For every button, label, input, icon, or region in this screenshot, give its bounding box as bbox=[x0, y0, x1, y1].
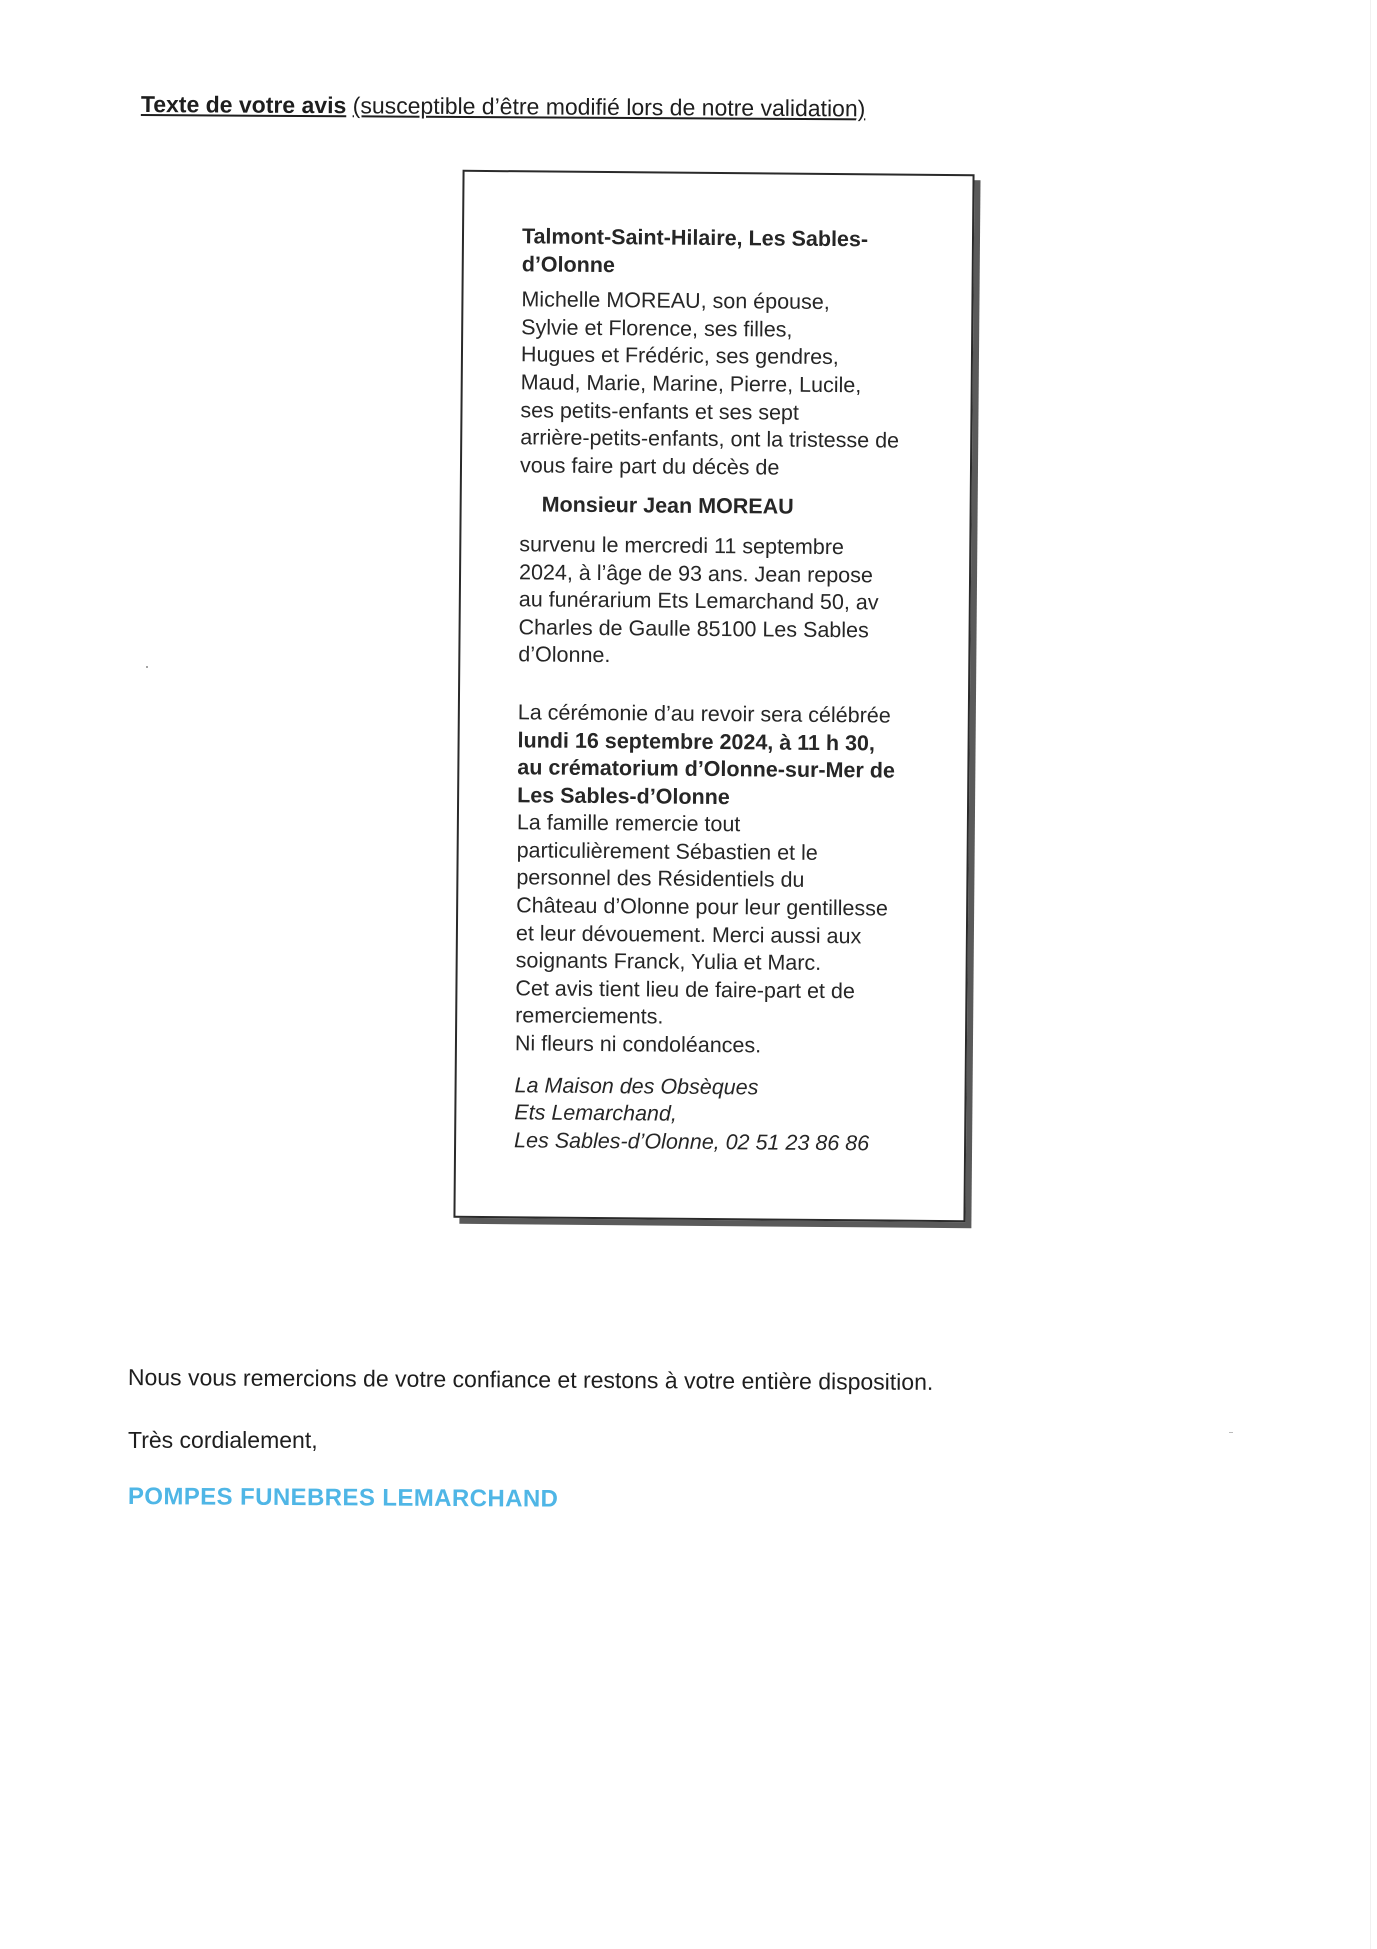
thanks-line: et leur dévouement. Merci aussi aux bbox=[515, 920, 862, 948]
ceremony-detail: au crématorium d’Olonne-sur-Mer de bbox=[517, 755, 895, 783]
family-line: vous faire part du décès de bbox=[519, 453, 780, 480]
thanks-line: particulièrement Sébastien et le bbox=[516, 838, 818, 865]
family-line: Hugues et Frédéric, ses gendres, bbox=[520, 342, 839, 370]
signature-line: Les Sables-d’Olonne, 02 51 23 86 86 bbox=[514, 1128, 870, 1156]
scan-mark bbox=[1229, 1432, 1233, 1433]
family-line: ses petits-enfants et ses sept bbox=[520, 397, 800, 425]
thanks-line: Ni fleurs ni condoléances. bbox=[514, 1031, 762, 1058]
deceased-name: Monsieur Jean MOREAU bbox=[541, 492, 794, 520]
paragraph-gap bbox=[518, 669, 938, 703]
family-line: arrière-petits-enfants, ont la tristesse de bbox=[520, 425, 900, 453]
thanks-line: Château d’Olonne pour leur gentillesse bbox=[516, 893, 888, 921]
death-line: 2024, à l’âge de 93 ans. Jean repose bbox=[518, 559, 873, 587]
family-line: Sylvie et Florence, ses filles, bbox=[521, 315, 793, 342]
death-line: d’Olonne. bbox=[518, 642, 611, 668]
thanks-line: remerciements. bbox=[515, 1003, 664, 1030]
obituary-notice-box bbox=[453, 170, 974, 1222]
notice-location: Talmont-Saint-Hilaire, Les Sables-d’Olonne bbox=[521, 224, 869, 277]
company-signature: POMPES FUNEBRES LEMARCHAND bbox=[127, 1483, 559, 1513]
thanks-line: Cet avis tient lieu de faire-part et de bbox=[515, 976, 855, 1004]
signature-line: Ets Lemarchand, bbox=[514, 1100, 677, 1126]
family-line: Maud, Marie, Marine, Pierre, Lucile, bbox=[520, 370, 862, 398]
signature-line: La Maison des Obsèques bbox=[514, 1072, 759, 1100]
obituary-notice-text bbox=[514, 223, 942, 1158]
family-line: Michelle MOREAU, son épouse, bbox=[521, 287, 830, 315]
closing-sentence: Nous vous remercions de votre confiance et restons à votre entière disposition. bbox=[127, 1364, 934, 1395]
thanks-line: soignants Franck, Yulia et Marc. bbox=[515, 948, 822, 976]
notice-heading bbox=[141, 90, 866, 122]
death-line: au funérarium Ets Lemarchand 50, av bbox=[518, 587, 879, 615]
greeting: Très cordialement, bbox=[128, 1427, 318, 1453]
thanks-line: La famille remercie tout bbox=[516, 810, 741, 837]
scan-dot bbox=[146, 666, 148, 668]
thanks-line: personnel des Résidentiels du bbox=[516, 865, 805, 893]
heading-title: Texte de votre avis bbox=[140, 90, 347, 119]
death-line: Charles de Gaulle 85100 Les Sables bbox=[518, 615, 869, 643]
scan-edge-line bbox=[1370, 0, 1371, 1949]
heading-note: (susceptible d’être modifié lors de notre validation) bbox=[352, 92, 866, 122]
death-line: survenu le mercredi 11 septembre bbox=[519, 532, 845, 560]
ceremony-detail: Les Sables-d’Olonne bbox=[517, 782, 730, 809]
ceremony-intro: La cérémonie d’au revoir sera célébrée bbox=[517, 700, 891, 728]
ceremony-detail: lundi 16 septembre 2024, à 11 h 30, bbox=[517, 727, 876, 755]
